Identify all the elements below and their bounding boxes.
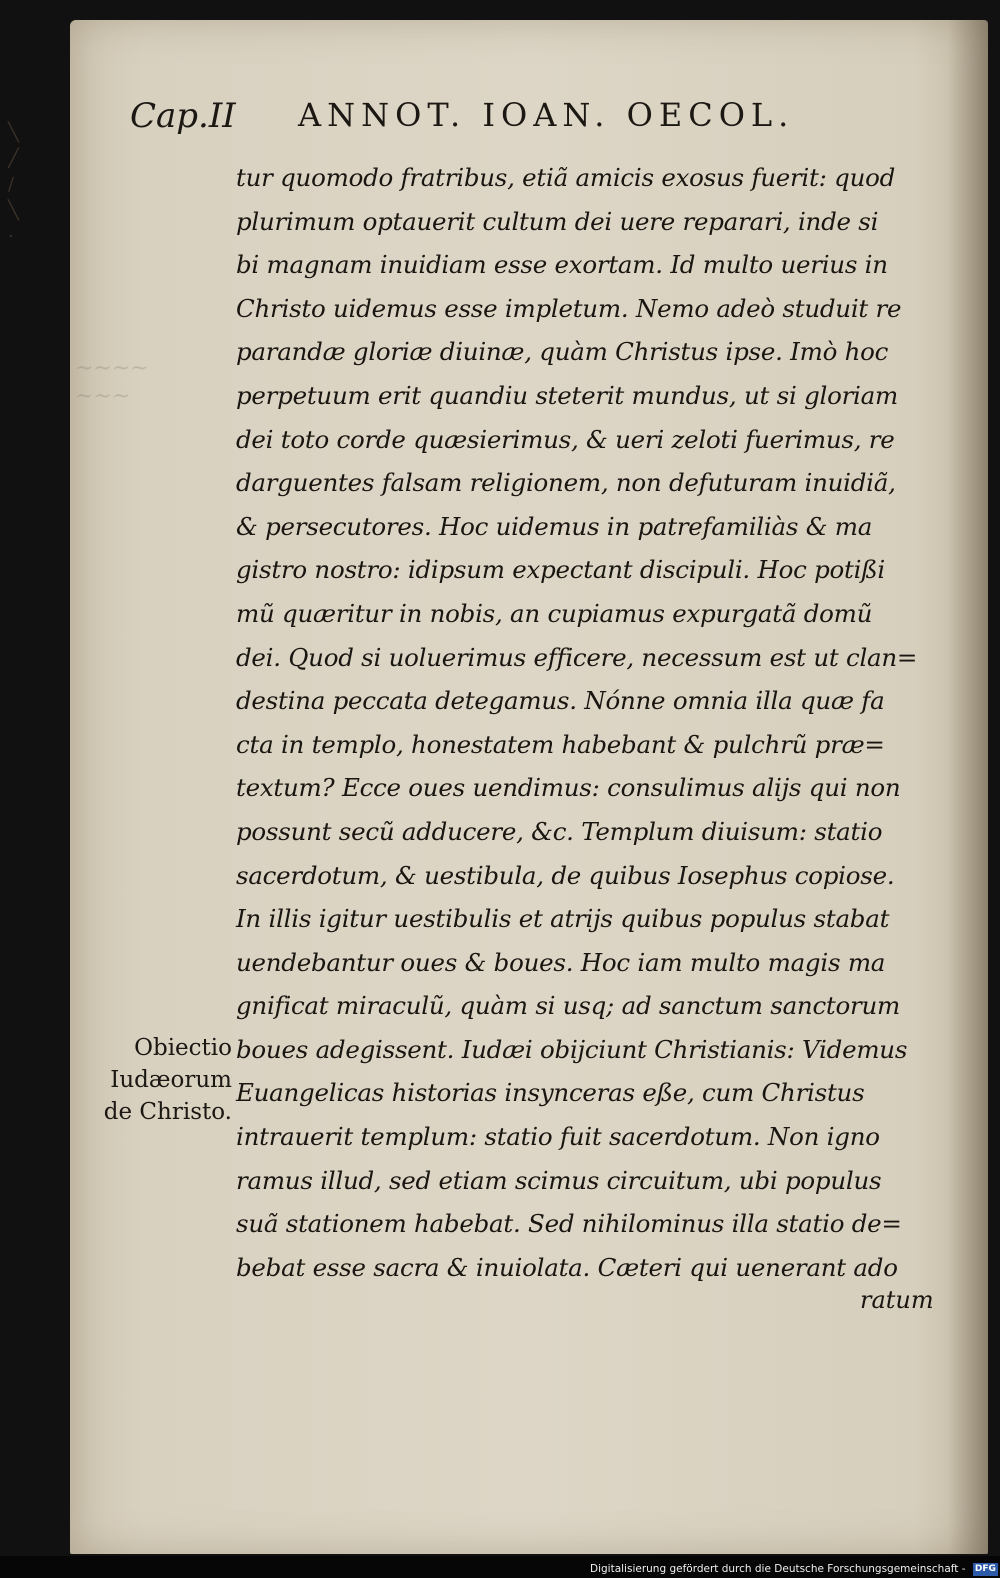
text-line: sacerdotum, & uestibula, de quibus Iosephus copiose. [236, 860, 895, 890]
marginal-note-line: de Christo. [103, 1099, 232, 1125]
ink-mark: ∕ [8, 174, 15, 195]
text-line: tur quomodo fratribus, etiã amicis exosus fuerit: quod [236, 163, 896, 192]
text-line: bebat esse sacra & inuiolata. Cæteri qui uenerant ado [236, 1252, 898, 1282]
running-title: ANNOT. IOAN. OECOL. [298, 96, 795, 134]
catchword: ratum [860, 1286, 934, 1314]
credit-text: Digitalisierung gefördert durch die Deutsche Forschungsgemeinschaft - [590, 1563, 966, 1575]
ink-mark: ╲ [8, 200, 19, 221]
margin-ink-marks [8, 120, 34, 330]
text-line: mũ quæritur in nobis, an cupiamus expurgatã domũ [236, 598, 873, 628]
text-line: perpetuum erit quandiu steterit mundus, ut si gloriam [236, 380, 898, 410]
main-text-block [236, 156, 918, 1289]
marginal-note-line: Iudæorum [110, 1067, 232, 1093]
ink-mark: ╱ [8, 148, 19, 169]
text-line: & persecutores. Hoc uidemus in patrefamiliàs & ma [236, 511, 873, 541]
dfg-logo: DFG [974, 1563, 996, 1574]
show-through-text: ~~~~ ~~~ [75, 356, 149, 409]
text-line: In illis igitur uestibulis et atrijs quibus populus stabat [236, 904, 890, 934]
text-line: parandæ gloriæ diuinæ, quàm Christus ipse. Imò hoc [236, 337, 889, 367]
text-line: bi magnam inuidiam esse exortam. Id multo uerius in [236, 250, 888, 280]
text-line: dei. Quod si uoluerimus efficere, necessum est ut clan= [236, 642, 918, 672]
ink-mark: ╲ [8, 122, 19, 143]
text-line: textum? Ecce oues uendimus: consulimus alijs qui non [236, 773, 901, 803]
page-header [130, 86, 910, 138]
chapter-label: Cap.II [130, 96, 236, 136]
text-line: intrauerit templum: statio fuit sacerdotum. Non igno [236, 1122, 880, 1152]
text-line: possunt secũ adducere, &c. Templum diuisum: statio [236, 816, 883, 846]
text-line: boues adegissent. Iudæi obijciunt Christianis: Videmus [236, 1034, 908, 1064]
text-line: gnificat miraculũ, quàm si usq; ad sanctum sanctorum [236, 991, 901, 1021]
text-line: dei toto corde quæsierimus, & ueri zeloti fuerimus, re [236, 424, 895, 454]
text-line: ramus illud, sed etiam scimus circuitum, ubi populus [236, 1165, 882, 1195]
ink-mark: · [8, 226, 14, 247]
text-line: destina peccata detegamus. Nónne omnia illa quæ fa [236, 686, 885, 716]
digitization-credit [590, 1560, 996, 1578]
text-line: cta in templo, honestatem habebant & pulchrũ præ= [236, 729, 885, 759]
text-line: gistro nostro: idipsum expectant discipuli. Hoc potißi [236, 555, 885, 585]
text-line: uendebantur oues & boues. Hoc iam multo magis ma [236, 947, 886, 977]
text-line: darguentes falsam religionem, non defuturam inuidiã, [236, 468, 896, 498]
text-line: plurimum optauerit cultum dei uere reparari, inde si [236, 206, 879, 236]
text-line: suã stationem habebat. Sed nihilominus illa statio de= [236, 1209, 902, 1239]
page-edge-shadow [948, 20, 988, 1554]
marginal-note-line: Obiectio [134, 1035, 232, 1061]
marginal-note [92, 1032, 232, 1128]
text-line: Euangelicas historias insynceras eße, cum Christus [236, 1078, 865, 1108]
text-line: Christo uidemus esse impletum. Nemo adeò studuit re [236, 293, 902, 323]
